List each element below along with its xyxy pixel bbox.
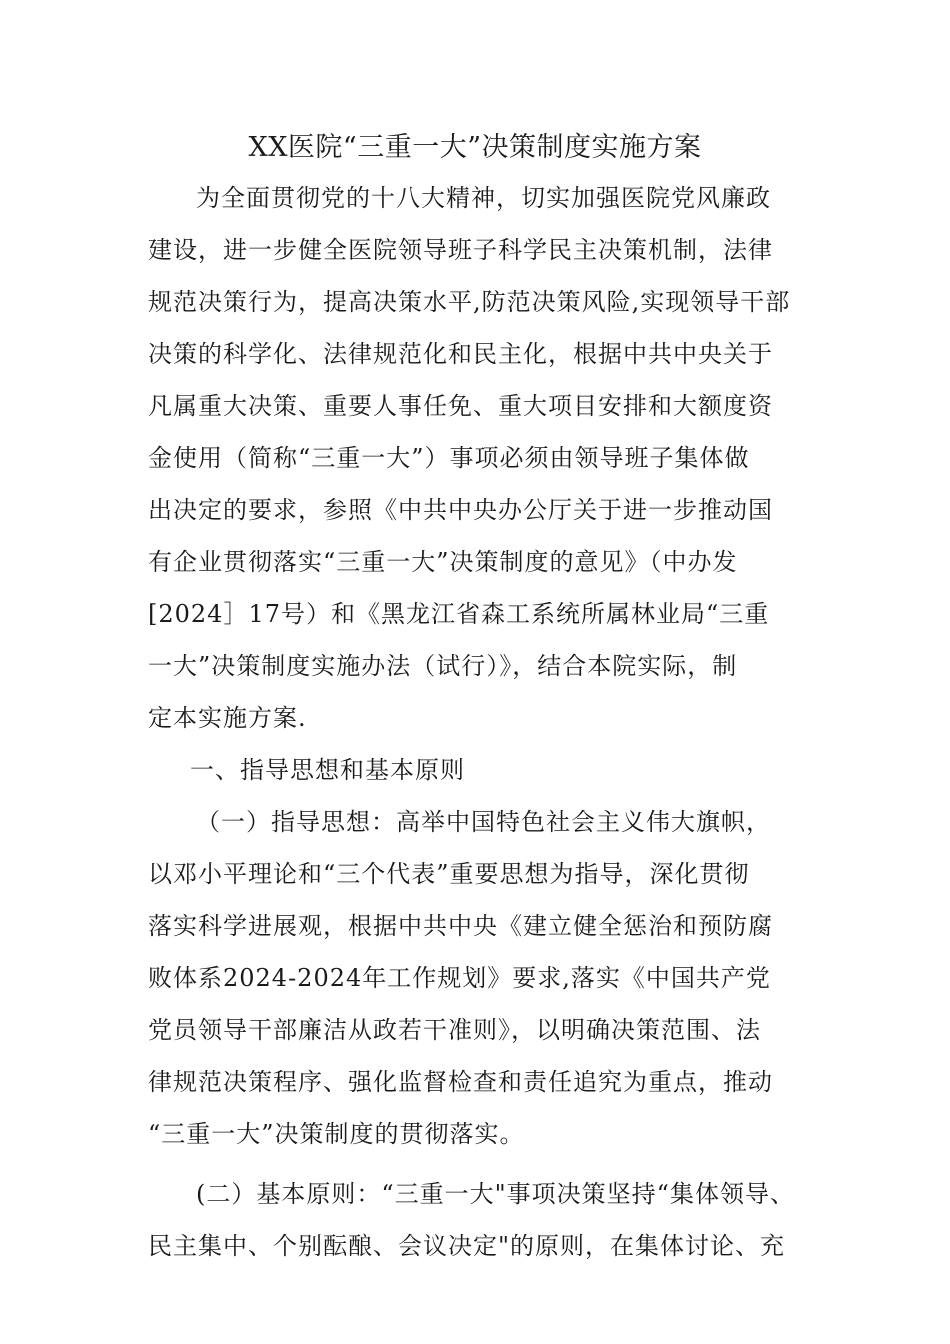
body-line: 出决定的要求，参照《中共中央办公厅关于进一步推动国 [148,496,773,524]
document-title: XX医院“三重一大”决策制度实施方案 [248,132,702,163]
body-line: 民主集中、个别酝酿、会议决定"的原则，在集体讨论、充 [148,1232,786,1260]
body-line: 金使用（简称“三重一大”）事项必须由领导班子集体做 [148,444,750,472]
body-line: 律规范决策程序、强化监督检查和责任追究为重点，推动 [148,1068,773,1096]
body-line: 定本实施方案. [148,704,307,732]
body-line: 党员领导干部廉洁从政若干准则》，以明确决策范围、法 [148,1016,761,1044]
body-line: 规范决策行为，提高决策水平,防范决策风险,实现领导干部 [148,288,791,316]
subsection-heading: （一）指导思想：高举中国特色社会主义伟大旗帜， [196,808,771,836]
body-line: 败体系2024-2024年工作规划》要求,落实《中国共产党 [148,964,771,992]
body-line: 决策的科学化、法律规范化和民主化，根据中共中央关于 [148,340,773,368]
body-line: [2024］17号）和《黑龙江省森工系统所属林业局“三重 [148,600,770,628]
subsection-heading: (二）基本原则：“三重一大"事项决策坚持“集体领导、 [196,1180,795,1208]
body-line: 有企业贯彻落实“三重一大”决策制度的意见》（中办发 [148,548,738,576]
body-line: “三重一大”决策制度的贯彻落实。 [148,1120,525,1148]
section-heading: 一、指导思想和基本原则 [190,756,465,784]
body-line: 落实科学进展观，根据中共中央《建立健全惩治和预防腐 [148,912,773,940]
body-line: 凡属重大决策、重要人事任免、重大项目安排和大额度资 [148,392,773,420]
body-line: 为全面贯彻党的十八大精神，切实加强医院党风廉政 [196,184,771,212]
body-line: 以邓小平理论和“三个代表”重要思想为指导，深化贯彻 [148,860,750,888]
body-line: 建设，进一步健全医院领导班子科学民主决策机制，法律 [148,236,773,264]
body-line: 一大”决策制度实施办法（试行）》，结合本院实际，制 [148,652,738,680]
